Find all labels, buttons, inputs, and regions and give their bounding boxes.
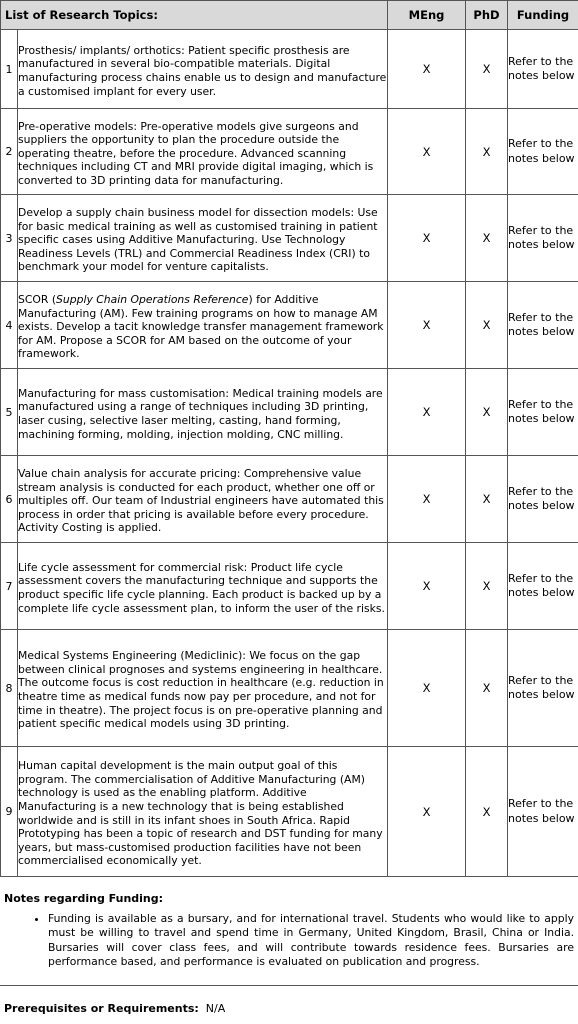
- topic-description: SCOR (Supply Chain Operations Reference) for Additive Manufacturing (AM). Few training programs on how to manage AM exists. Develop a tacit knowledge transfer management framework for AM. Propose a SCOR for AM based on the outcome of your framework.: [18, 282, 388, 369]
- row-number: 2: [1, 109, 18, 195]
- funding-notes: [4, 892, 574, 970]
- phd-mark: X: [466, 282, 508, 369]
- phd-mark: X: [466, 195, 508, 282]
- table-header-row: [1, 1, 578, 30]
- table-row: [1, 456, 578, 543]
- divider: [0, 985, 578, 986]
- funding-cell: Refer to the notes below: [508, 630, 578, 747]
- italic-term: Supply Chain Operations Reference: [56, 293, 249, 307]
- row-number: 6: [1, 456, 18, 543]
- funding-cell: Refer to the notes below: [508, 456, 578, 543]
- phd-mark: X: [466, 30, 508, 109]
- phd-mark: X: [466, 369, 508, 456]
- meng-mark: X: [388, 30, 466, 109]
- row-number: 8: [1, 630, 18, 747]
- prerequisites: [4, 1002, 225, 1015]
- table-row: [1, 747, 578, 877]
- row-number: 4: [1, 282, 18, 369]
- row-number: 5: [1, 369, 18, 456]
- phd-mark: X: [466, 109, 508, 195]
- table-title: List of Research Topics:: [1, 1, 388, 30]
- meng-mark: X: [388, 282, 466, 369]
- meng-mark: X: [388, 195, 466, 282]
- topic-description: Medical Systems Engineering (Mediclinic): We focus on the gap between clinical prognoses and systems engineering in healthcare. The outcome focus is cost reduction in healthcare (e.g. reduction in theatre time as medical funds now pay per procedure, and not for time in theatre). The project focus is on pre-operative planning and patient specific medical models using 3D printing.: [18, 630, 388, 747]
- topic-description: Life cycle assessment for commercial risk: Product life cycle assessment covers the manufacturing technique and supports the product specific life cycle planning. Each product is backed up by a complete life cycle assessment plan, to inform the user of the risks.: [18, 543, 388, 630]
- topic-description: Manufacturing for mass customisation: Medical training models are manufactured using a range of techniques including 3D printing, laser cusing, selective laser melting, casting, hand forming, machining forming, molding, injection molding, CNC milling.: [18, 369, 388, 456]
- table-row: [1, 630, 578, 747]
- meng-mark: X: [388, 747, 466, 877]
- phd-mark: X: [466, 543, 508, 630]
- meng-mark: X: [388, 630, 466, 747]
- phd-mark: X: [466, 747, 508, 877]
- list-item: • Funding is available as a bursary, and for international travel. Students who would like to apply must be willing to travel and spend time in Germany, United Kingdom, Brasil, China or India. Bursaries will cover class fees, and will contribute towards residence fees. Bursaries are performance based, and performance is evaluated on publication and progress.: [48, 912, 574, 970]
- table-row: [1, 195, 578, 282]
- meng-mark: X: [388, 109, 466, 195]
- funding-cell: Refer to the notes below: [508, 747, 578, 877]
- table-row: [1, 109, 578, 195]
- prereq-label: Prerequisites or Requirements:: [4, 1002, 199, 1015]
- funding-cell: Refer to the notes below: [508, 543, 578, 630]
- header-phd: PhD: [466, 1, 508, 30]
- row-number: 3: [1, 195, 18, 282]
- notes-title: Notes regarding Funding:: [4, 892, 164, 905]
- topic-description: Value chain analysis for accurate pricing: Comprehensive value stream analysis is conducted for each product, whether one off or multiples off. Our team of Industrial engineers have automated this process in order that pricing is available before every procedure. Activity Costing is applied.: [18, 456, 388, 543]
- table-row: [1, 282, 578, 369]
- table-row: [1, 543, 578, 630]
- phd-mark: X: [466, 456, 508, 543]
- meng-mark: X: [388, 543, 466, 630]
- topic-description: Pre-operative models: Pre-operative models give surgeons and suppliers the opportunity to plan the procedure outside the operating theatre, before the procedure. Advanced scanning techniques including CT and MRI provide digital imaging, which is converted to 3D printing data for manufacturing.: [18, 109, 388, 195]
- table-row: [1, 30, 578, 109]
- row-number: 1: [1, 30, 18, 109]
- funding-cell: Refer to the notes below: [508, 195, 578, 282]
- funding-cell: Refer to the notes below: [508, 369, 578, 456]
- funding-cell: Refer to the notes below: [508, 109, 578, 195]
- header-meng: MEng: [388, 1, 466, 30]
- phd-mark: X: [466, 630, 508, 747]
- header-funding: Funding: [508, 1, 578, 30]
- row-number: 7: [1, 543, 18, 630]
- topic-description: Prosthesis/ implants/ orthotics: Patient specific prosthesis are manufactured in several bio-compatible materials. Digital manufacturing process chains enable us to design and manufacture a customised implant for every user.: [18, 30, 388, 109]
- funding-cell: Refer to the notes below: [508, 282, 578, 369]
- table-row: [1, 369, 578, 456]
- prereq-value: N/A: [205, 1002, 226, 1015]
- topic-description: Human capital development is the main output goal of this program. The commercialisation of Additive Manufacturing (AM) technology is used as the enabling platform. Additive Manufacturing is a new technology that is being established worldwide and is still in its infant shoes in South Africa. Rapid Prototyping has been a topic of research and DST funding for many years, but mass-customised production facilities have not been commercialised economically yet.: [18, 747, 388, 877]
- topic-description: Develop a supply chain business model for dissection models: Use for basic medical training as well as customised training in patient specific cases using Additive Manufacturing. Use Technology Readiness Levels (TRL) and Commercial Readiness Index (CRI) to benchmark your model for venture capitalists.: [18, 195, 388, 282]
- funding-cell: Refer to the notes below: [508, 30, 578, 109]
- meng-mark: X: [388, 456, 466, 543]
- meng-mark: X: [388, 369, 466, 456]
- row-number: 9: [1, 747, 18, 877]
- notes-list: [4, 912, 574, 970]
